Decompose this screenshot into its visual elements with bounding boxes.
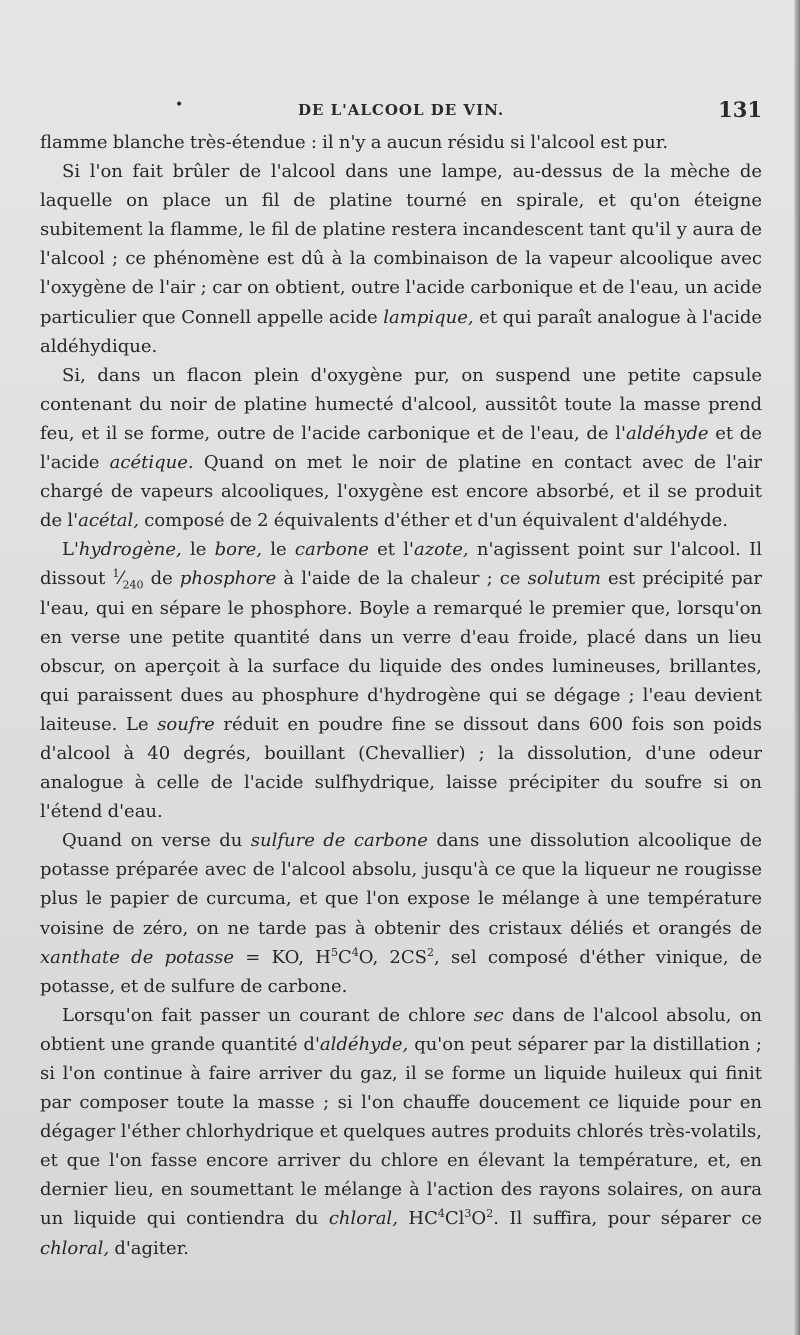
text-run: à l'aide de la chaleur ; ce	[276, 568, 528, 590]
text-run: dans une dissolution alcoolique de potasse préparée avec de l'alcool absolu, jusqu'à ce que la liqueur ne rougisse plus le papier de curcuma, et que l'on expose le mélange à une température voisine de zéro, on ne tarde pas à obtenir des cristaux déliés et orangés de	[40, 830, 762, 939]
paragraph	[40, 157, 762, 361]
paragraph	[40, 361, 762, 536]
italic-run: acétal,	[78, 510, 140, 532]
page-edge-shadow	[794, 0, 800, 1335]
text-run: le	[262, 539, 295, 561]
italic-run: sec	[473, 1004, 504, 1026]
text-run: Cl	[444, 1208, 465, 1230]
text-run: Si l'on fait brûler de l'alcool dans une lampe, au-dessus de la mèche de laquelle on place un fil de platine tourné en spirale, et qu'on éteigne subitement la flamme, le fil de platine restera incandescent tant qu'il y aura de l'alcool ; ce phénomène est dû à la combinaison de la vapeur alcoolique avec l'oxygène de l'air ; car on obtient, outre l'acide carbonique et de l'eau, un acide particulier que Connell appelle acide	[40, 161, 762, 328]
superscript: 5	[330, 945, 338, 959]
text-run: L'	[62, 539, 79, 561]
italic-run: xanthate de potasse	[40, 946, 235, 968]
text-run: et de l'acide	[40, 422, 762, 474]
italic-run: lampique,	[383, 306, 474, 328]
italic-run: carbone	[294, 539, 369, 561]
text-run: . Il suffira, pour séparer ce	[493, 1208, 762, 1230]
italic-run: aldéhyde	[625, 422, 709, 444]
italic-run: phosphore	[179, 568, 277, 590]
text-run: le	[181, 539, 215, 561]
text-run: O, 2CS	[358, 946, 427, 968]
text-run: Lorsqu'on fait passer un courant de chlore	[62, 1004, 474, 1026]
superscript: 4	[351, 945, 359, 959]
text-run: HC	[397, 1208, 438, 1230]
page-number: 131	[718, 97, 762, 122]
running-head	[40, 97, 762, 127]
text-run: Quand on met le noir de platine en contact avec de l'air chargé de vapeurs alcooliques, l'oxygène est encore absorbé, et il se produit de l'	[40, 452, 762, 532]
text-run: et l'	[368, 539, 414, 561]
italic-run: acétique.	[109, 452, 194, 474]
italic-run: chloral,	[40, 1237, 110, 1259]
paragraph	[40, 826, 762, 1001]
text-run: , sel composé d'éther vinique, de potasse, et de sulfure de carbone.	[40, 946, 762, 997]
text-run: n'agissent point sur l'alcool. Il dissout	[40, 539, 762, 590]
superscript: 4	[437, 1207, 445, 1221]
text-run: dans de l'alcool absolu, on obtient une grande quantité d'	[40, 1004, 762, 1055]
subscript: 240	[122, 579, 144, 592]
text-run: et qui paraît analogue à l'acide aldéhydique.	[40, 306, 763, 357]
text-run: qu'on peut séparer par la distillation ; si l'on continue à faire arriver du gaz, il se forme un liquide huileux qui finit par composer toute la masse ; si l'on chauffe doucement ce liquide pour en dégager l'éther chlorhydrique et quelques autres produits chlorés très-volatils, et que l'on fasse encore arriver du chlore en élevant la température, et, en dernier lieu, en soumettant le mélange à l'action des rayons solaires, on aura un liquide qui contiendra du	[40, 1033, 762, 1230]
superscript: 2	[486, 1207, 494, 1221]
italic-run: chloral,	[328, 1208, 398, 1230]
text-run: de	[143, 568, 180, 590]
italic-run: sulfure de carbone	[250, 830, 428, 852]
text-run: est précipité par l'eau, qui en sépare le phosphore. Boyle a remarqué le premier que, lorsqu'on en verse une petite quantité dans un verre d'eau froide, placé dans un lieu obscur, on aperçoit à la surface du liquide des ondes lumineuses, brillantes, qui paraissent dues au phosphure d'hydrogène qui se dégage ; l'eau devient laiteuse. Le	[40, 568, 762, 735]
text-run: Quand on verse du	[62, 830, 251, 852]
header-bullet: •	[175, 97, 184, 113]
body-text	[40, 128, 762, 1263]
text-run: réduit en poudre fine se dissout dans 600 fois son poids d'alcool à 40 degrés, bouillant (Chevallier) ; la dissolution, d'une odeur analogue à celle de l'acide sulfhydrique, laisse précipiter du soufre si on l'étend d'eau.	[40, 713, 762, 823]
text-run: O	[471, 1208, 487, 1230]
italic-run: hydrogène,	[78, 539, 182, 561]
text-run: C	[337, 946, 352, 968]
paragraph	[40, 128, 762, 157]
text-run: flamme blanche très-étendue : il n'y a aucun résidu si l'alcool est pur.	[40, 132, 669, 153]
italic-run: bore,	[214, 539, 262, 561]
text-run: composé de 2 équivalents d'éther et d'un équivalent d'aldéhyde.	[139, 510, 728, 532]
text-run: Si, dans un flacon plein d'oxygène pur, on suspend une petite capsule contenant du noir de platine humecté d'alcool, aussitôt toute la masse prend feu, et il se forme, outre de l'acide carbonique et de l'eau, de l'	[40, 364, 762, 444]
paragraph	[40, 1001, 762, 1263]
text-run: d'agiter.	[109, 1237, 190, 1259]
italic-run: solutum	[527, 568, 601, 590]
paragraph	[40, 535, 762, 826]
text-run: = KO, H	[234, 946, 331, 968]
superscript: 3	[464, 1207, 472, 1221]
italic-run: azote,	[413, 539, 469, 561]
running-title: DE L'ALCOOL DE VIN.	[297, 101, 505, 119]
text-run: ⁄	[119, 568, 123, 590]
italic-run: soufre	[157, 713, 215, 735]
superscript: 1	[112, 567, 120, 581]
italic-run: aldéhyde,	[319, 1033, 409, 1055]
superscript: 2	[426, 945, 434, 959]
